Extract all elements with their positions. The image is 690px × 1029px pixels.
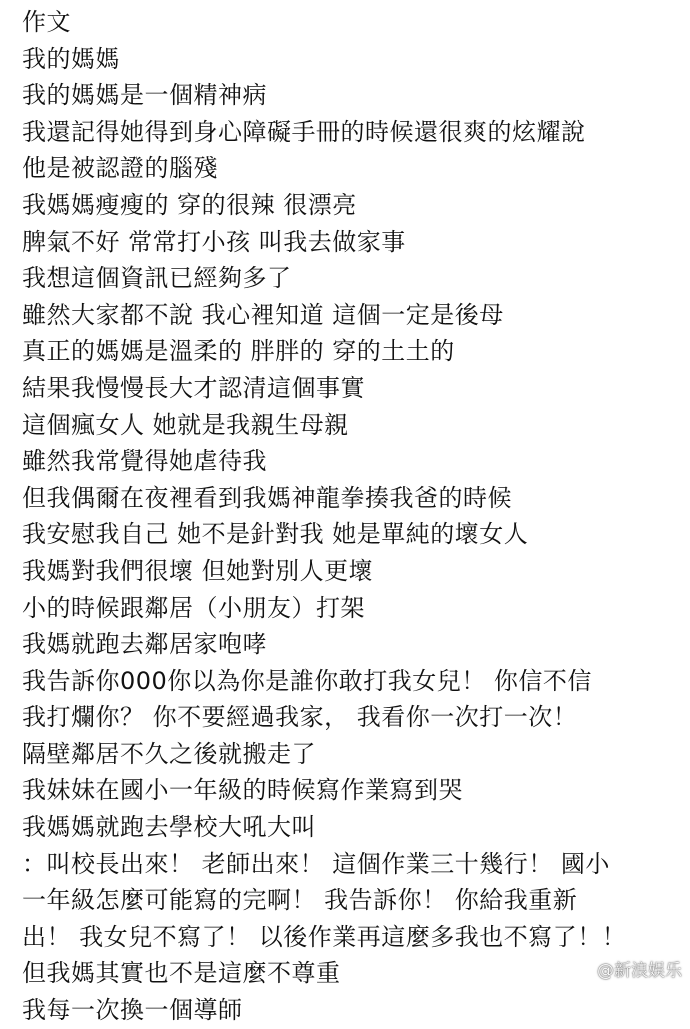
text-line: 結果我慢慢長大才認清這個事實 <box>22 373 365 402</box>
text-line: ：叫校長出來！ 老師出來！ 這個作業三十幾行！ 國小 <box>22 849 610 878</box>
text-line: 小的時候跟鄰居（小朋友）打架 <box>22 593 365 622</box>
text-line: 我妹妹在國小一年級的時候寫作業寫到哭 <box>22 776 463 805</box>
text-line: 我的媽媽是一個精神病 <box>22 81 267 110</box>
text-line: 我媽對我們很壞 但她對別人更壞 <box>22 556 374 585</box>
text-line: 我媽就跑去鄰居家咆哮 <box>22 630 267 659</box>
text-line: 真正的媽媽是溫柔的 胖胖的 穿的土土的 <box>22 337 455 366</box>
watermark-text: @新浪娱乐 <box>597 961 682 981</box>
essay-text <box>22 4 682 1029</box>
text-line: 隔壁鄰居不久之後就搬走了 <box>22 739 316 768</box>
text-line: 他是被認證的腦殘 <box>22 154 218 183</box>
text-line: 作文 <box>22 8 71 36</box>
text-line: 出！ 我女兒不寫了！ 以後作業再這麼多我也不寫了！！ <box>22 922 627 951</box>
text-line: 雖然大家都不說 我心裡知道 這個一定是後母 <box>22 300 504 329</box>
text-line: 我打爛你？ 你不要經過我家， 我看你一次打一次！ <box>22 703 578 732</box>
text-line: 這個瘋女人 她就是我親生母親 <box>22 410 349 439</box>
text-line: 但我媽其實也不是這麼不尊重 <box>22 959 341 988</box>
text-line: 我的媽媽 <box>22 44 120 73</box>
text-line: 但我偶爾在夜裡看到我媽神龍拳揍我爸的時候 <box>22 483 512 512</box>
text-line: 我媽媽就跑去學校大吼大叫 <box>22 813 316 842</box>
weibo-icon <box>569 959 593 979</box>
text-line: 雖然我常覺得她虐待我 <box>22 447 267 476</box>
text-line: 我告訴你000你以為你是誰你敢打我女兒！ 你信不信 <box>22 666 592 695</box>
text-line: 我還記得她得到身心障礙手冊的時候還很爽的炫耀說 <box>22 117 586 146</box>
text-line: 我媽媽瘦瘦的 穿的很辣 很漂亮 <box>22 190 357 219</box>
text-line: 脾氣不好 常常打小孩 叫我去做家事 <box>22 227 406 256</box>
text-line: 我每一次換一個導師 <box>22 996 243 1025</box>
text-line: 一年級怎麼可能寫的完啊！ 我告訴你！ 你給我重新 <box>22 886 578 915</box>
text-line: 我想這個資訊已經夠多了 <box>22 264 292 293</box>
weibo-watermark <box>569 956 682 981</box>
text-line: 我安慰我自己 她不是針對我 她是單純的壞女人 <box>22 520 529 549</box>
